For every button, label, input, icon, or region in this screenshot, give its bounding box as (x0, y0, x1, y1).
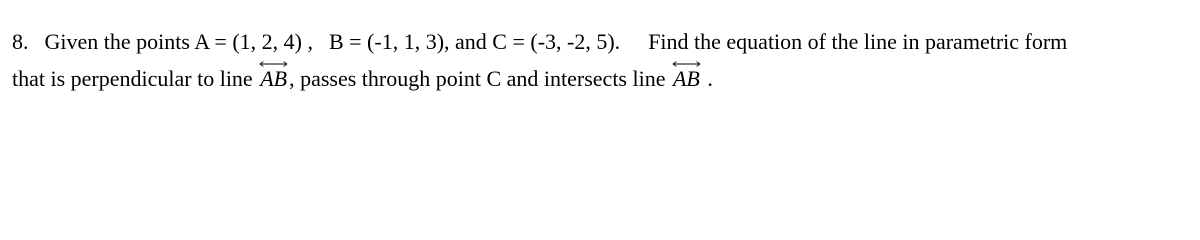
double-arrow-icon (672, 61, 701, 67)
and-text: and (455, 29, 487, 54)
problem-line-1 (12, 28, 1067, 56)
problem-line-2 (12, 65, 713, 93)
task-text: Find the equation of the line in parametric form (648, 29, 1068, 54)
double-arrow-icon (259, 61, 288, 67)
line2-start-text: that is perpendicular to line (12, 66, 253, 91)
vector-ab-first (258, 65, 289, 93)
line2-end-text: . (707, 66, 713, 91)
problem-number: 8. (12, 29, 29, 54)
line2-mid-text: , passes through point C and intersects line (289, 66, 666, 91)
point-b: B = (-1, 1, 3), (328, 29, 450, 54)
point-a: A = (1, 2, 4) , (194, 29, 313, 54)
vector-label: AB (260, 66, 288, 91)
point-c: C = (-3, -2, 5). (492, 29, 621, 54)
vector-ab-second (671, 65, 702, 93)
vector-label: AB (672, 66, 700, 91)
given-text: Given the points (44, 29, 190, 54)
problem-statement (0, 0, 1200, 115)
